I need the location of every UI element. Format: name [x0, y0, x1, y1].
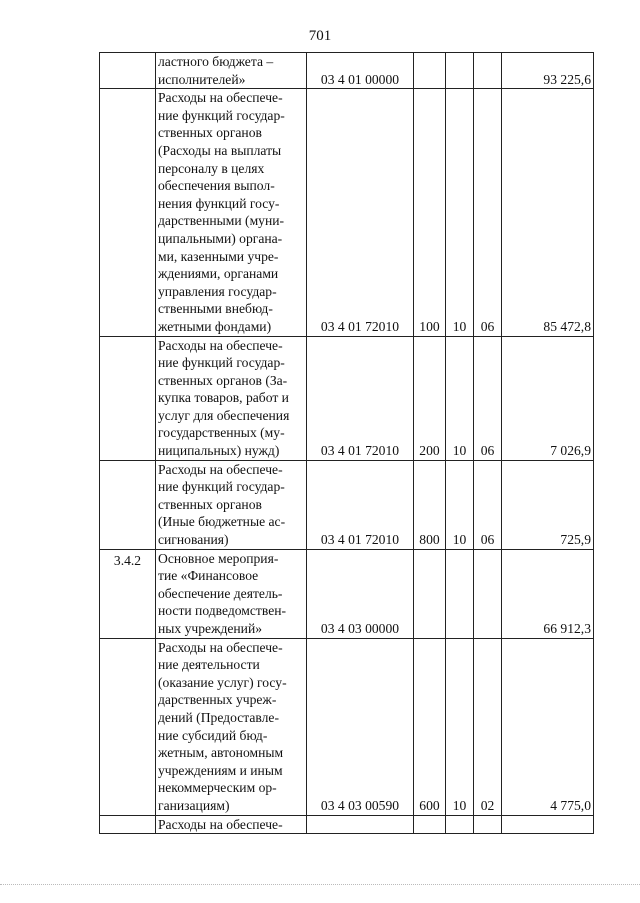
row-rz: 10 — [446, 638, 474, 815]
row-amount: 725,9 — [502, 460, 594, 549]
row-name: ластного бюджета – исполнителей» — [156, 53, 307, 89]
row-number — [100, 53, 156, 89]
row-code: 03 4 01 00000 — [307, 53, 414, 89]
row-rz — [446, 549, 474, 638]
row-pr — [474, 53, 502, 89]
row-vr: 100 — [414, 89, 446, 336]
row-code: 03 4 01 72010 — [307, 89, 414, 336]
row-code — [307, 815, 414, 834]
table-row — [100, 460, 594, 549]
row-code: 03 4 03 00590 — [307, 638, 414, 815]
row-name: Расходы на обеспече- ние функций государ- ственных органов (За- купка товаров, работ и услуг для обеспечения государственных (му- ниципальных) нужд) — [156, 336, 307, 460]
row-name: Расходы на обеспече- ние функций государ- ственных органов (Иные бюджетные ас- сигнования) — [156, 460, 307, 549]
row-vr: 800 — [414, 460, 446, 549]
row-code: 03 4 01 72010 — [307, 460, 414, 549]
row-amount: 4 775,0 — [502, 638, 594, 815]
row-name: Основное мероприя- тие «Финансовое обеспечение деятель- ности подведомствен- ных учреждений» — [156, 549, 307, 638]
row-vr — [414, 549, 446, 638]
table-row — [100, 89, 594, 336]
row-name: Расходы на обеспече- ние функций государ- ственных органов (Расходы на выплаты персоналу в целях обеспечения выпол- нения функций госу- дарственными (муни- ципальными) органа- ми, казенными учре- ждениями, органами управления государ- ственными внебюд- жетными фондами) — [156, 89, 307, 336]
row-rz: 10 — [446, 336, 474, 460]
row-vr — [414, 53, 446, 89]
row-name: Расходы на обеспече- — [156, 815, 307, 834]
row-pr: 06 — [474, 336, 502, 460]
scan-edge-line — [0, 884, 640, 885]
page-number: 701 — [308, 28, 332, 44]
row-amount: 66 912,3 — [502, 549, 594, 638]
row-pr — [474, 815, 502, 834]
row-amount: 85 472,8 — [502, 89, 594, 336]
row-rz: 10 — [446, 460, 474, 549]
row-amount — [502, 815, 594, 834]
table-row — [100, 815, 594, 834]
row-rz: 10 — [446, 89, 474, 336]
row-number — [100, 89, 156, 336]
row-rz — [446, 53, 474, 89]
table-row — [100, 53, 594, 89]
row-number — [100, 638, 156, 815]
row-pr: 02 — [474, 638, 502, 815]
budget-table — [99, 52, 594, 834]
row-number — [100, 815, 156, 834]
row-pr: 06 — [474, 89, 502, 336]
row-amount: 7 026,9 — [502, 336, 594, 460]
table-row — [100, 336, 594, 460]
row-vr: 600 — [414, 638, 446, 815]
row-pr — [474, 549, 502, 638]
row-amount: 93 225,6 — [502, 53, 594, 89]
row-vr: 200 — [414, 336, 446, 460]
row-code: 03 4 01 72010 — [307, 336, 414, 460]
table-row — [100, 638, 594, 815]
row-rz — [446, 815, 474, 834]
row-vr — [414, 815, 446, 834]
row-number: 3.4.2 — [100, 549, 156, 638]
row-number — [100, 336, 156, 460]
table-row — [100, 549, 594, 638]
row-name: Расходы на обеспече- ние деятельности (оказание услуг) госу- дарственных учреж- дений (Предоставле- ние субсидий бюд- жетным, автономным учреждениям и иным некоммерческим ор- ганизациям) — [156, 638, 307, 815]
row-pr: 06 — [474, 460, 502, 549]
row-code: 03 4 03 00000 — [307, 549, 414, 638]
row-number — [100, 460, 156, 549]
